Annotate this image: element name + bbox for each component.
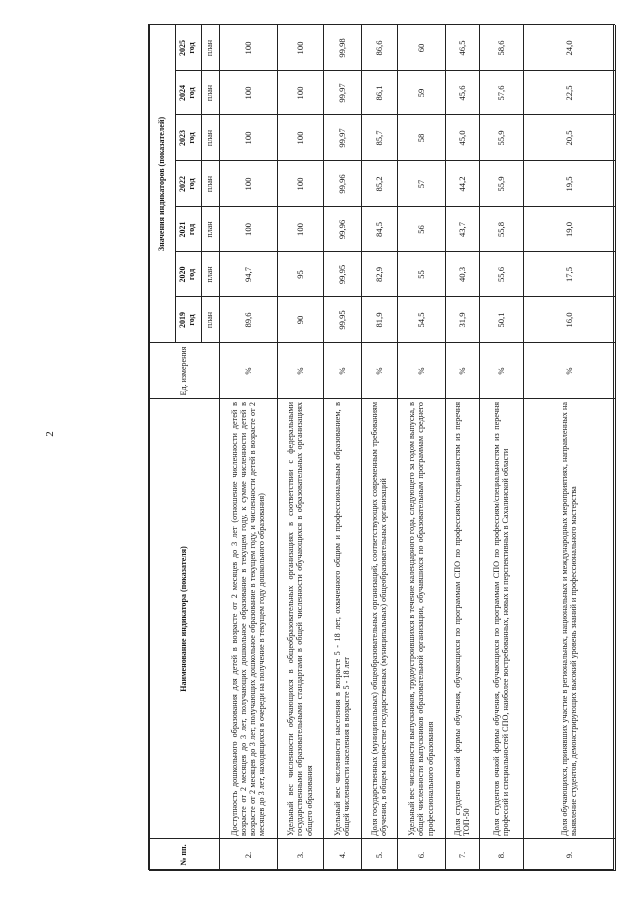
row-value bbox=[361, 252, 397, 297]
row-value-text: 50,1 bbox=[496, 312, 506, 328]
row-indicator-name bbox=[479, 402, 523, 836]
header-year-text bbox=[179, 312, 197, 328]
row-unit-text: % bbox=[374, 367, 384, 375]
row-value-text: 60 bbox=[416, 43, 426, 53]
row-value-text: 55,8 bbox=[496, 221, 506, 238]
row-value bbox=[277, 297, 323, 343]
row-value-text: 99,98 bbox=[337, 38, 347, 58]
row-value-text: 99,95 bbox=[337, 264, 347, 285]
row-number-text: 6. bbox=[416, 851, 426, 859]
row-unit bbox=[397, 343, 445, 399]
header-num bbox=[149, 839, 219, 871]
row-indicator-name bbox=[397, 402, 445, 836]
row-value bbox=[219, 115, 277, 161]
row-number-text: 8. bbox=[496, 851, 506, 859]
row-indicator-name-text: Доля студентов очной формы обучения, обучающихся по программам СПО по профессиям/специальностям из перечня профессий и специальностей СПО, наиболее востребованных, новых и перспективных в Сахалинской области bbox=[491, 402, 510, 836]
row-value bbox=[361, 161, 397, 207]
header-year-suffix: год bbox=[187, 178, 196, 190]
row-value-text: 100 bbox=[295, 131, 305, 145]
row-value bbox=[397, 161, 445, 207]
row-value-text: 22,5 bbox=[564, 85, 574, 101]
row-value-text: 20,5 bbox=[564, 130, 574, 146]
row-indicator-name bbox=[277, 402, 323, 836]
row-value-text: 19,0 bbox=[564, 221, 574, 238]
row-value-text: 58,6 bbox=[496, 40, 506, 56]
header-plan bbox=[201, 297, 219, 343]
row-value-text: 55 bbox=[416, 270, 426, 279]
row-indicator-name bbox=[445, 402, 479, 836]
row-value bbox=[523, 252, 615, 297]
row-value-text: 99,95 bbox=[337, 310, 347, 330]
row-value-text: 84,5 bbox=[374, 221, 384, 238]
row-indicator-name-text: Удельный вес численности населения в возрасте 5 - 18 лет, охваченного общим и профессиональным образованием, в общей численности населения в возрасте 5 - 18 лет bbox=[332, 402, 351, 836]
row-value-text: 99,97 bbox=[337, 128, 347, 148]
header-plan-text: план bbox=[204, 311, 214, 329]
header-year-text bbox=[179, 267, 197, 283]
row-value-text: 16,0 bbox=[564, 312, 574, 328]
row-value-text: 100 bbox=[243, 177, 253, 191]
row-indicator-name-text: Удельный вес численности выпускников, трудоустроившихся в течение календарного года, следующего за годом выпуска, в общей численности выпускников образовательной организации, обучавшихся по образовательным программам среднего профессионального образования bbox=[407, 402, 435, 836]
header-year bbox=[175, 297, 201, 343]
row-unit bbox=[445, 343, 479, 399]
row-value-text: 86,6 bbox=[374, 40, 384, 56]
row-value bbox=[523, 71, 615, 115]
row-number-text: 3. bbox=[295, 851, 305, 859]
row-value bbox=[397, 25, 445, 71]
row-value bbox=[277, 115, 323, 161]
row-value-text: 81,9 bbox=[374, 312, 384, 328]
row-value bbox=[323, 297, 361, 343]
indicators-table bbox=[148, 24, 614, 870]
row-value bbox=[277, 161, 323, 207]
row-value-text: 58 bbox=[416, 133, 426, 143]
row-number bbox=[523, 839, 615, 871]
row-unit-text: % bbox=[496, 367, 506, 375]
row-value-text: 40,3 bbox=[457, 266, 467, 283]
row-unit-text: % bbox=[416, 367, 426, 375]
header-plan bbox=[201, 161, 219, 207]
row-value-text: 45,6 bbox=[457, 85, 467, 101]
row-value-text: 82,9 bbox=[374, 266, 384, 283]
row-value bbox=[445, 297, 479, 343]
row-value bbox=[523, 115, 615, 161]
row-value bbox=[219, 207, 277, 252]
row-value bbox=[323, 25, 361, 71]
row-value-text: 55,6 bbox=[496, 266, 506, 283]
row-number-text: 9. bbox=[564, 851, 574, 859]
row-value-text: 45,0 bbox=[457, 130, 467, 146]
row-unit-text: % bbox=[564, 367, 574, 375]
row-value-text: 89,6 bbox=[243, 312, 253, 328]
row-value-text: 99,96 bbox=[337, 219, 347, 240]
header-values-group-text: Значения индикаторов (показателей) bbox=[156, 116, 166, 252]
header-year-suffix: год bbox=[187, 132, 196, 144]
header-plan bbox=[201, 252, 219, 297]
header-year-value: 2025 bbox=[178, 40, 188, 56]
row-value-text: 24,0 bbox=[564, 40, 574, 56]
row-unit-text: % bbox=[337, 367, 347, 375]
row-value-text: 55,9 bbox=[496, 130, 506, 146]
row-value bbox=[479, 115, 523, 161]
row-value-text: 56 bbox=[416, 225, 426, 234]
row-value bbox=[445, 25, 479, 71]
row-number-text: 7. bbox=[457, 851, 467, 859]
row-value bbox=[479, 161, 523, 207]
header-year-suffix: год bbox=[187, 268, 196, 281]
row-value-text: 95 bbox=[295, 270, 305, 279]
row-value bbox=[445, 71, 479, 115]
row-indicator-name-text: Доля государственных (муниципальных) общеобразовательных организаций, соответствующих современным требованиям обучения, в общем количестве государственных (муниципальных) общеобразовательных организаций bbox=[369, 402, 388, 836]
row-indicator-name-text: Доля обучающихся, принявших участие в региональных, национальных и международных мероприятиях, направленных на выявление студентов, демонстрирующих высокий уровень знаний и профессионального мастерства bbox=[559, 402, 578, 836]
header-year bbox=[175, 252, 201, 297]
header-plan-text: план bbox=[204, 175, 214, 193]
row-unit bbox=[323, 343, 361, 399]
row-unit bbox=[219, 343, 277, 399]
rotated-table-wrapper bbox=[149, 25, 615, 871]
row-value-text: 100 bbox=[295, 41, 305, 55]
header-unit bbox=[149, 343, 219, 399]
header-year-text bbox=[179, 40, 197, 56]
row-number bbox=[479, 839, 523, 871]
row-indicator-name bbox=[523, 402, 615, 836]
row-value-text: 57,6 bbox=[496, 85, 506, 101]
row-unit-text: % bbox=[457, 367, 467, 375]
row-value bbox=[397, 207, 445, 252]
row-value bbox=[323, 115, 361, 161]
header-name-text: Наименование индикатора (показателя) bbox=[178, 546, 188, 692]
row-value bbox=[397, 115, 445, 161]
row-value bbox=[219, 25, 277, 71]
header-year-text bbox=[179, 130, 197, 146]
header-year bbox=[175, 115, 201, 161]
row-value-text: 99,96 bbox=[337, 174, 347, 194]
row-indicator-name bbox=[219, 402, 277, 836]
row-number bbox=[397, 839, 445, 871]
row-value bbox=[523, 161, 615, 207]
header-plan-text: план bbox=[204, 221, 214, 238]
row-value bbox=[323, 71, 361, 115]
row-number-text: 4. bbox=[337, 851, 347, 859]
header-year bbox=[175, 71, 201, 115]
row-value-text: 94,7 bbox=[243, 266, 253, 283]
header-year-suffix: год bbox=[187, 87, 196, 99]
header-plan bbox=[201, 115, 219, 161]
row-value-text: 99,97 bbox=[337, 83, 347, 103]
row-value bbox=[361, 25, 397, 71]
row-value bbox=[479, 207, 523, 252]
row-value-text: 17,5 bbox=[564, 266, 574, 283]
row-value-text: 100 bbox=[243, 223, 253, 236]
row-unit-text: % bbox=[243, 367, 253, 375]
header-year-value: 2019 bbox=[178, 312, 188, 328]
row-value bbox=[479, 252, 523, 297]
row-number bbox=[219, 839, 277, 871]
header-year-value: 2021 bbox=[178, 221, 188, 238]
header-plan-text: план bbox=[204, 39, 214, 57]
header-year-value: 2020 bbox=[178, 266, 188, 283]
row-unit bbox=[361, 343, 397, 399]
row-value-text: 85,2 bbox=[374, 176, 384, 192]
header-plan bbox=[201, 207, 219, 252]
row-value bbox=[445, 207, 479, 252]
row-number bbox=[323, 839, 361, 871]
row-value bbox=[523, 297, 615, 343]
row-value-text: 44,2 bbox=[457, 176, 467, 192]
row-value bbox=[277, 71, 323, 115]
row-value bbox=[219, 161, 277, 207]
row-value bbox=[323, 207, 361, 252]
row-value-text: 100 bbox=[295, 223, 305, 236]
header-year bbox=[175, 25, 201, 71]
row-value-text: 100 bbox=[243, 131, 253, 145]
row-value-text: 100 bbox=[243, 86, 253, 100]
row-value-text: 85,7 bbox=[374, 130, 384, 146]
header-year-value: 2023 bbox=[178, 130, 188, 146]
page-number: 2 bbox=[44, 431, 56, 437]
header-year-text bbox=[179, 85, 197, 101]
row-value-text: 43,7 bbox=[457, 221, 467, 238]
row-value bbox=[219, 252, 277, 297]
header-plan bbox=[201, 25, 219, 71]
row-indicator-name bbox=[323, 402, 361, 836]
row-value-text: 86,1 bbox=[374, 85, 384, 101]
row-value bbox=[445, 252, 479, 297]
row-value-text: 100 bbox=[295, 86, 305, 100]
header-year bbox=[175, 161, 201, 207]
row-value-text: 100 bbox=[243, 41, 253, 55]
header-year-text bbox=[179, 176, 197, 192]
row-number bbox=[361, 839, 397, 871]
row-number-text: 2. bbox=[243, 851, 253, 859]
row-value bbox=[397, 252, 445, 297]
row-value bbox=[219, 297, 277, 343]
row-value bbox=[397, 71, 445, 115]
row-value bbox=[523, 207, 615, 252]
row-value bbox=[397, 297, 445, 343]
header-year-value: 2024 bbox=[178, 85, 188, 101]
row-value-text: 19,5 bbox=[564, 176, 574, 192]
header-unit-text: Ед. измерения bbox=[178, 346, 188, 396]
row-value-text: 57 bbox=[416, 179, 426, 189]
row-value bbox=[479, 71, 523, 115]
row-number bbox=[445, 839, 479, 871]
row-value-text: 100 bbox=[295, 177, 305, 191]
row-value bbox=[523, 25, 615, 71]
header-num-text: № пп. bbox=[178, 844, 188, 866]
row-value bbox=[479, 297, 523, 343]
row-unit bbox=[277, 343, 323, 399]
row-value bbox=[323, 161, 361, 207]
header-year bbox=[175, 207, 201, 252]
row-value bbox=[445, 115, 479, 161]
row-value bbox=[219, 71, 277, 115]
row-number-text: 5. bbox=[374, 851, 384, 859]
row-value bbox=[323, 252, 361, 297]
row-value-text: 54,5 bbox=[416, 312, 426, 328]
row-value-text: 59 bbox=[416, 88, 426, 98]
row-value-text: 46,5 bbox=[457, 40, 467, 56]
row-unit-text: % bbox=[295, 367, 305, 375]
header-plan-text: план bbox=[204, 84, 214, 102]
row-value bbox=[277, 252, 323, 297]
row-value-text: 90 bbox=[295, 315, 305, 325]
row-value bbox=[361, 297, 397, 343]
row-indicator-name bbox=[361, 402, 397, 836]
row-value bbox=[479, 25, 523, 71]
row-value bbox=[277, 207, 323, 252]
row-number bbox=[277, 839, 323, 871]
header-year-suffix: год bbox=[187, 314, 196, 326]
header-plan bbox=[201, 71, 219, 115]
row-unit bbox=[479, 343, 523, 399]
row-unit bbox=[523, 343, 615, 399]
header-year-suffix: год bbox=[187, 223, 196, 236]
row-value bbox=[445, 161, 479, 207]
row-indicator-name-text: Доля студентов очной формы обучения, обучающихся по программам СПО по профессиям/специальностям из перечня ТОП-50 bbox=[452, 402, 471, 836]
row-value bbox=[361, 71, 397, 115]
row-value bbox=[361, 207, 397, 252]
header-year-text bbox=[179, 222, 197, 238]
header-year-suffix: год bbox=[187, 42, 196, 54]
header-values-group bbox=[149, 25, 175, 343]
header-name bbox=[149, 399, 219, 839]
row-indicator-name-text: Удельный вес численности обучающихся в общеобразовательных организациях в соответствии с федеральными государственными образовательными стандартами в общей численности обучающихся в образовательных организациях общего образования bbox=[286, 402, 314, 836]
row-value-text: 31,9 bbox=[457, 312, 467, 328]
table-grid-line bbox=[615, 25, 616, 871]
row-value bbox=[361, 115, 397, 161]
header-year-value: 2022 bbox=[178, 176, 188, 192]
row-indicator-name-text: Доступность дошкольного образования для детей в возрасте от 2 месяцев до 3 лет (отношение численности детей в возрасте от 2 месяцев до 3 лет, получающих дошкольное образование в текущем году, к сумме численности детей в возрасте от 2 месяцев до 3 лет, получающих дошкольное образование в текущем году, и численности детей в возрасте от 2 месяцев до 3 лет, находящихся в очереди на получение в текущем году дошкольного образования) bbox=[229, 402, 267, 836]
header-plan-text: план bbox=[204, 266, 214, 283]
row-value-text: 55,9 bbox=[496, 176, 506, 192]
header-plan-text: план bbox=[204, 129, 214, 147]
row-value bbox=[277, 25, 323, 71]
